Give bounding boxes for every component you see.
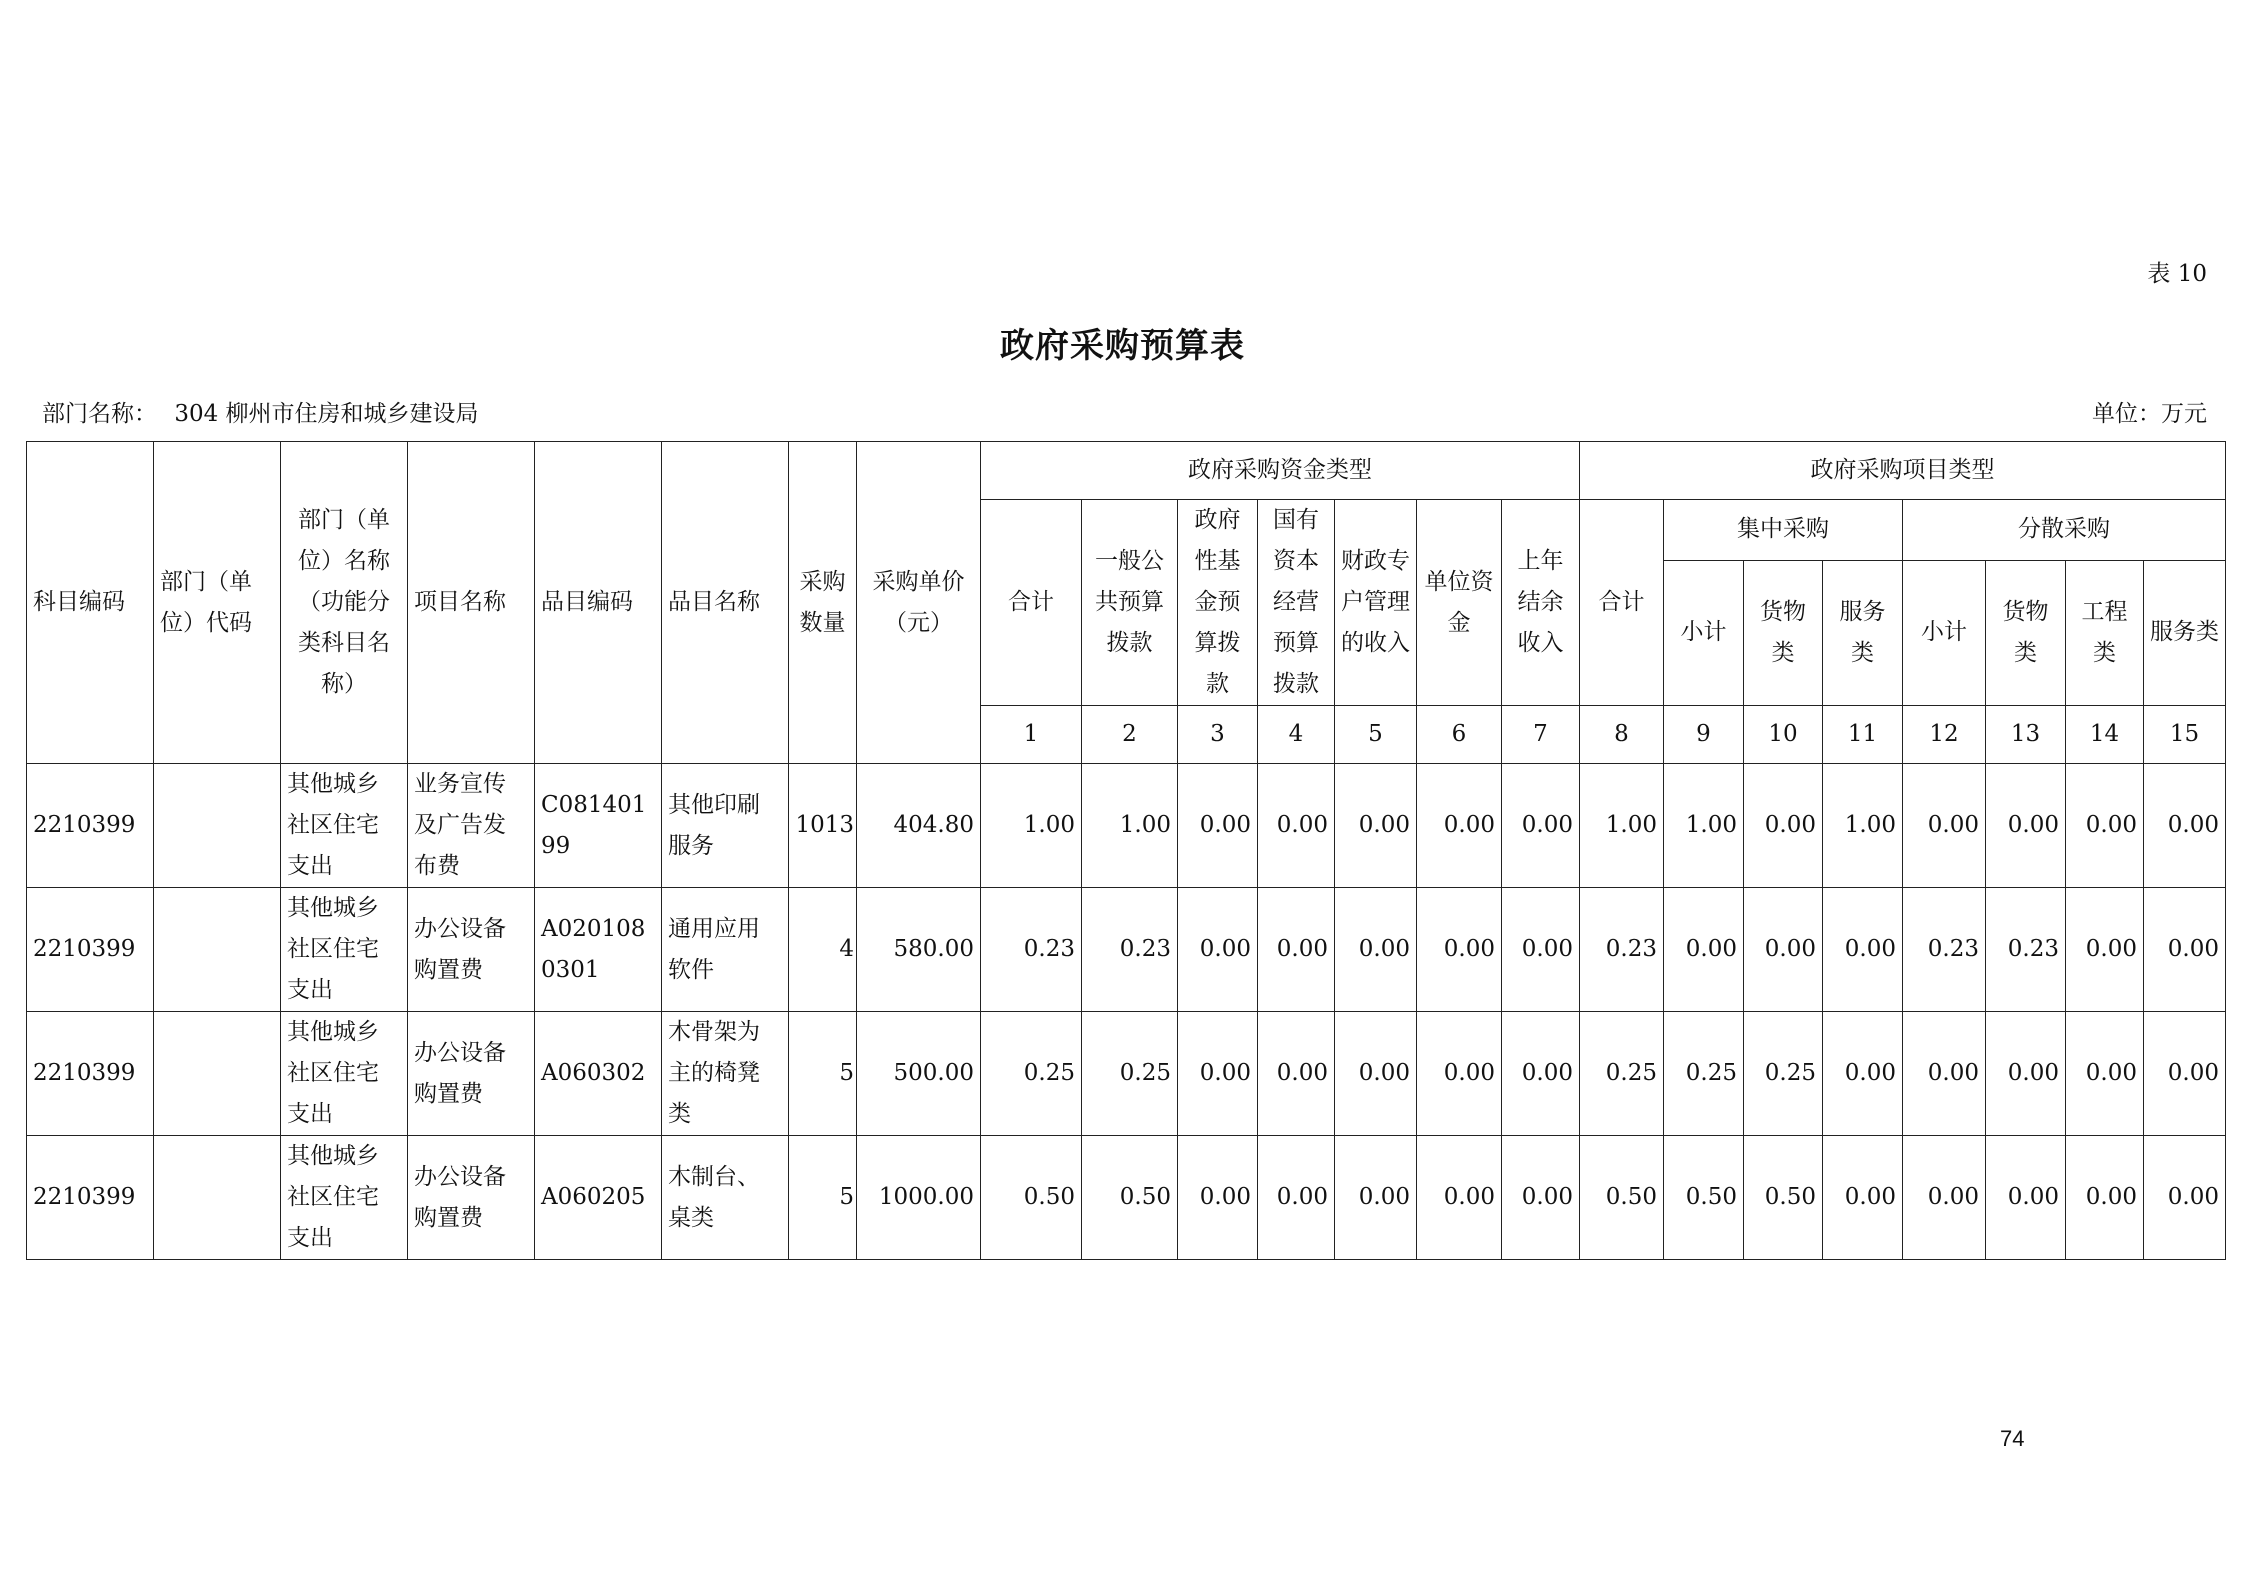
- amount-cell: 0.23: [1986, 888, 2066, 1012]
- header-unit-fund: 单位资金: [1417, 500, 1502, 706]
- header-unit-price: 采购单价（元）: [857, 442, 981, 764]
- dept-code-cell: [154, 764, 281, 888]
- dept-code-cell: [154, 888, 281, 1012]
- amount-cell: 0.00: [1178, 888, 1258, 1012]
- header-decentralized-works: 工程类: [2066, 560, 2144, 705]
- project-name-cell: 业务宣传及广告发布费: [408, 764, 535, 888]
- item-name-cell: 木骨架为主的椅凳类: [662, 1012, 789, 1136]
- amount-cell: 0.00: [1502, 1136, 1580, 1260]
- amount-cell: 0.25: [1580, 1012, 1664, 1136]
- project-name-cell: 办公设备购置费: [408, 1136, 535, 1260]
- column-number: 8: [1580, 706, 1664, 764]
- table-number: 表 10: [2147, 261, 2207, 287]
- header-fund-type: 政府采购资金类型: [981, 442, 1580, 500]
- amount-cell: 0.00: [1335, 1012, 1417, 1136]
- amount-cell: 0.25: [1744, 1012, 1823, 1136]
- amount-cell: 0.50: [1744, 1136, 1823, 1260]
- table-row: [27, 1136, 2226, 1260]
- amount-cell: 0.00: [2066, 888, 2144, 1012]
- amount-cell: 0.50: [1082, 1136, 1178, 1260]
- amount-cell: 0.00: [1258, 764, 1335, 888]
- amount-cell: 0.25: [1664, 1012, 1744, 1136]
- column-number: 11: [1823, 706, 1903, 764]
- amount-cell: 0.00: [1664, 888, 1744, 1012]
- amount-cell: 0.23: [981, 888, 1082, 1012]
- amount-cell: 0.00: [2066, 764, 2144, 888]
- item-code-cell: A0201080301: [535, 888, 662, 1012]
- project-name-cell: 办公设备购置费: [408, 1012, 535, 1136]
- unit-label: 单位：万元: [2092, 401, 2207, 427]
- column-number: 6: [1417, 706, 1502, 764]
- amount-cell: 0.00: [1744, 888, 1823, 1012]
- amount-cell: 0.00: [1502, 764, 1580, 888]
- amount-cell: 0.00: [1823, 1136, 1903, 1260]
- header-project-name: 项目名称: [408, 442, 535, 764]
- amount-cell: 0.00: [1335, 888, 1417, 1012]
- amount-cell: 0.00: [1178, 1136, 1258, 1260]
- header-dept-code: 部门（单位）代码: [154, 442, 281, 764]
- column-number: 13: [1986, 706, 2066, 764]
- quantity-cell: 5: [789, 1012, 857, 1136]
- header-dept-name: 部门（单位）名称（功能分类科目名称）: [281, 442, 408, 764]
- header-project-total: 合计: [1580, 500, 1664, 706]
- project-name-cell: 办公设备购置费: [408, 888, 535, 1012]
- procurement-table: [26, 441, 2226, 1260]
- item-name-cell: 通用应用软件: [662, 888, 789, 1012]
- header-decentralized: 分散采购: [1903, 500, 2226, 561]
- amount-cell: 0.00: [2066, 1136, 2144, 1260]
- header-fund-total: 合计: [981, 500, 1082, 706]
- amount-cell: 0.00: [1335, 1136, 1417, 1260]
- amount-cell: 0.00: [2144, 888, 2226, 1012]
- item-code-cell: A060205: [535, 1136, 662, 1260]
- amount-cell: 0.00: [2144, 764, 2226, 888]
- header-quantity: 采购数量: [789, 442, 857, 764]
- header-general-budget: 一般公共预算拨款: [1082, 500, 1178, 706]
- amount-cell: 1.00: [1664, 764, 1744, 888]
- column-number: 4: [1258, 706, 1335, 764]
- column-number: 14: [2066, 706, 2144, 764]
- amount-cell: 0.25: [1082, 1012, 1178, 1136]
- amount-cell: 0.00: [2144, 1012, 2226, 1136]
- dept-name-cell: 其他城乡社区住宅支出: [281, 1136, 408, 1260]
- header-row-1: [27, 442, 2226, 500]
- amount-cell: 0.25: [981, 1012, 1082, 1136]
- amount-cell: 0.00: [1986, 1012, 2066, 1136]
- column-number: 5: [1335, 706, 1417, 764]
- table-row: [27, 1012, 2226, 1136]
- amount-cell: 0.50: [981, 1136, 1082, 1260]
- item-code-cell: A060302: [535, 1012, 662, 1136]
- amount-cell: 0.00: [1178, 1012, 1258, 1136]
- item-name-cell: 木制台、桌类: [662, 1136, 789, 1260]
- header-decentralized-subtotal: 小计: [1903, 560, 1986, 705]
- amount-cell: 0.00: [1178, 764, 1258, 888]
- quantity-cell: 4: [789, 888, 857, 1012]
- amount-cell: 0.00: [1903, 764, 1986, 888]
- amount-cell: 1.00: [1580, 764, 1664, 888]
- amount-cell: 1.00: [981, 764, 1082, 888]
- unit-price-cell: 1000.00: [857, 1136, 981, 1260]
- item-name-cell: 其他印刷服务: [662, 764, 789, 888]
- header-centralized-service: 服务类: [1823, 560, 1903, 705]
- column-number: 12: [1903, 706, 1986, 764]
- department-label: 部门名称：: [42, 401, 157, 427]
- amount-cell: 0.00: [2144, 1136, 2226, 1260]
- column-number: 9: [1664, 706, 1744, 764]
- quantity-cell: 5: [789, 1136, 857, 1260]
- amount-cell: 0.00: [1744, 764, 1823, 888]
- subject-code-cell: 2210399: [27, 764, 154, 888]
- dept-name-cell: 其他城乡社区住宅支出: [281, 764, 408, 888]
- header-decentralized-service: 服务类: [2144, 560, 2226, 705]
- amount-cell: 0.00: [1986, 764, 2066, 888]
- column-number: 3: [1178, 706, 1258, 764]
- amount-cell: 0.00: [1417, 1136, 1502, 1260]
- amount-cell: 0.50: [1580, 1136, 1664, 1260]
- subject-code-cell: 2210399: [27, 1136, 154, 1260]
- page-number: 74: [2000, 1426, 2025, 1451]
- amount-cell: 0.00: [1903, 1136, 1986, 1260]
- header-decentralized-goods: 货物类: [1986, 560, 2066, 705]
- header-item-name: 品目名称: [662, 442, 789, 764]
- department-value: 304 柳州市住房和城乡建设局: [174, 401, 479, 427]
- table-row: [27, 764, 2226, 888]
- amount-cell: 0.50: [1664, 1136, 1744, 1260]
- amount-cell: 1.00: [1823, 764, 1903, 888]
- amount-cell: 0.00: [2066, 1012, 2144, 1136]
- amount-cell: 0.00: [1335, 764, 1417, 888]
- quantity-cell: 1013: [789, 764, 857, 888]
- amount-cell: 0.00: [1417, 1012, 1502, 1136]
- amount-cell: 0.00: [1502, 888, 1580, 1012]
- amount-cell: 0.00: [1258, 1012, 1335, 1136]
- dept-code-cell: [154, 1012, 281, 1136]
- unit-price-cell: 580.00: [857, 888, 981, 1012]
- column-number: 1: [981, 706, 1082, 764]
- page-title: 政府采购预算表: [1000, 326, 1245, 366]
- dept-name-cell: 其他城乡社区住宅支出: [281, 1012, 408, 1136]
- header-project-type: 政府采购项目类型: [1580, 442, 2226, 500]
- unit-price-cell: 404.80: [857, 764, 981, 888]
- table-row: [27, 888, 2226, 1012]
- amount-cell: 0.00: [1823, 1012, 1903, 1136]
- subject-code-cell: 2210399: [27, 1012, 154, 1136]
- amount-cell: 0.00: [1258, 888, 1335, 1012]
- department-line: [42, 395, 479, 428]
- item-code-cell: C08140199: [535, 764, 662, 888]
- dept-code-cell: [154, 1136, 281, 1260]
- column-number: 7: [1502, 706, 1580, 764]
- unit-price-cell: 500.00: [857, 1012, 981, 1136]
- data-rows: [27, 764, 2226, 1260]
- amount-cell: 0.23: [1082, 888, 1178, 1012]
- header-special-account: 财政专户管理的收入: [1335, 500, 1417, 706]
- amount-cell: 0.23: [1903, 888, 1986, 1012]
- amount-cell: 0.00: [1823, 888, 1903, 1012]
- header-centralized-subtotal: 小计: [1664, 560, 1744, 705]
- amount-cell: 1.00: [1082, 764, 1178, 888]
- amount-cell: 0.00: [1986, 1136, 2066, 1260]
- column-number: 10: [1744, 706, 1823, 764]
- header-state-capital: 国有资本经营预算拨款: [1258, 500, 1335, 706]
- header-item-code: 品目编码: [535, 442, 662, 764]
- header-centralized-goods: 货物类: [1744, 560, 1823, 705]
- header-centralized: 集中采购: [1664, 500, 1903, 561]
- dept-name-cell: 其他城乡社区住宅支出: [281, 888, 408, 1012]
- amount-cell: 0.00: [1258, 1136, 1335, 1260]
- amount-cell: 0.00: [1903, 1012, 1986, 1136]
- header-gov-fund: 政府性基金预算拨款: [1178, 500, 1258, 706]
- subject-code-cell: 2210399: [27, 888, 154, 1012]
- amount-cell: 0.00: [1417, 888, 1502, 1012]
- amount-cell: 0.00: [1502, 1012, 1580, 1136]
- amount-cell: 0.00: [1417, 764, 1502, 888]
- amount-cell: 0.23: [1580, 888, 1664, 1012]
- column-number: 2: [1082, 706, 1178, 764]
- column-number: 15: [2144, 706, 2226, 764]
- header-carryover: 上年结余收入: [1502, 500, 1580, 706]
- header-subject-code: 科目编码: [27, 442, 154, 764]
